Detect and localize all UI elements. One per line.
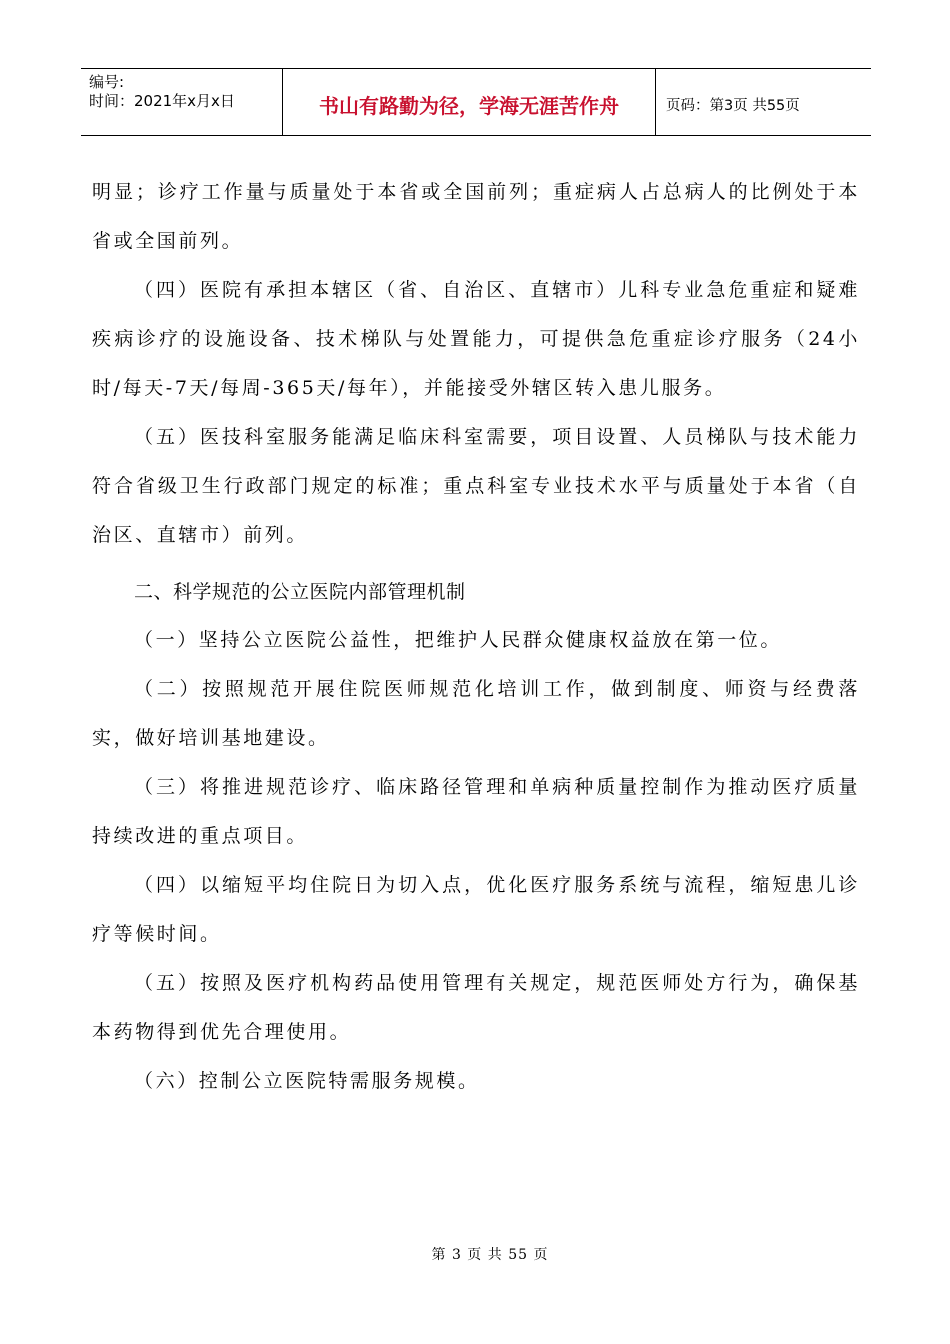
list-item: （四）以缩短平均住院日为切入点，优化医疗服务系统与流程，缩短患儿诊疗等候时间。: [92, 874, 860, 945]
document-header: [81, 68, 871, 136]
list-item: （二）按照规范开展住院医师规范化培训工作，做到制度、师资与经费落实，做好培训基地建设。: [92, 678, 860, 749]
section-heading: 二、科学规范的公立医院内部管理机制: [134, 581, 466, 603]
paragraph-continuation: 明显；诊疗工作量与质量处于本省或全国前列；重症病人占总病人的比例处于本省或全国前列。: [92, 181, 860, 252]
paragraph-item-five: （五）医技科室服务能满足临床科室需要，项目设置、人员梯队与技术能力符合省级卫生行政部门规定的标准；重点科室专业技术水平与质量处于本省（自治区、直辖市）前列。: [92, 426, 860, 546]
header-motto: 书山有路勤为径，学海无涯苦作舟: [283, 69, 656, 135]
page-footer: 第 3 页 共 55 页: [431, 1247, 549, 1263]
header-meta-cell: [81, 69, 283, 135]
document-body: [92, 168, 860, 1106]
document-number-label: 编号:: [89, 73, 125, 91]
header-page-info: 页码：第3页 共55页: [666, 97, 800, 114]
list-item: （六）控制公立医院特需服务规模。: [134, 1070, 480, 1092]
list-item: （一）坚持公立医院公益性，把维护人民群众健康权益放在第一位。: [134, 629, 783, 651]
list-item: （三）将推进规范诊疗、临床路径管理和单病种质量控制作为推动医疗质量持续改进的重点项目。: [92, 776, 860, 847]
document-time-label: 时间：2021年x月x日: [89, 92, 235, 110]
list-item: （五）按照及医疗机构药品使用管理有关规定，规范医师处方行为，确保基本药物得到优先合理使用。: [92, 972, 860, 1043]
paragraph-item-four: （四）医院有承担本辖区（省、自治区、直辖市）儿科专业急危重症和疑难疾病诊疗的设施设备、技术梯队与处置能力，可提供急危重症诊疗服务（24小时/每天-7天/每周-365天/每年），并能接受外辖区转入患儿服务。: [92, 279, 860, 399]
